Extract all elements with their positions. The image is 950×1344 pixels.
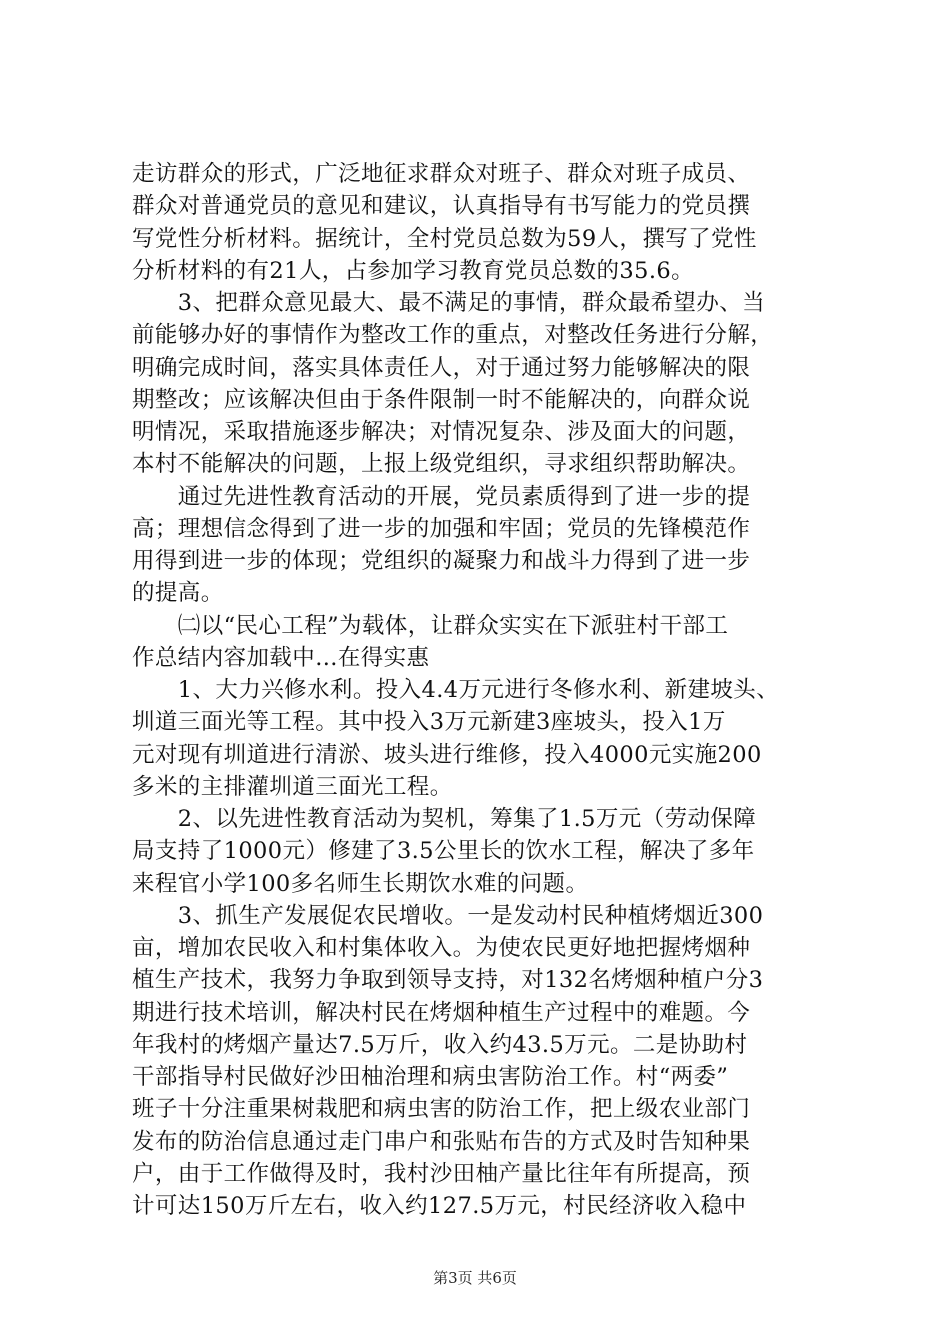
text-line: 前能够办好的事情作为整改工作的重点，对整改任务进行分解， xyxy=(132,322,774,349)
text-line: 期整改；应该解决但由于条件限制一时不能解决的，向群众说 xyxy=(132,386,751,413)
text-line: 元对现有圳道进行清淤、坡头进行维修，投入4000元实施200 xyxy=(132,741,762,768)
text-line: 多米的主排灌圳道三面光工程。 xyxy=(132,773,453,800)
text-line: 发布的防治信息通过走门串户和张贴布告的方式及时告知种果 xyxy=(132,1128,751,1155)
text-line: 计可达150万斤左右，收入约127.5万元，村民经济收入稳中 xyxy=(132,1193,747,1219)
text-line: 来程官小学100多名师生长期饮水难的问题。 xyxy=(132,870,589,897)
text-line: 本村不能解决的问题，上报上级党组织，寻求组织帮助解决。 xyxy=(132,451,751,478)
text-line: 植生产技术，我努力争取到领导支持，对132名烤烟种植户分3 xyxy=(132,967,764,994)
text-line: 高；理想信念得到了进一步的加强和牢固；党员的先锋模范作 xyxy=(132,515,751,542)
text-line: 的提高。 xyxy=(132,580,224,607)
text-line: 明确完成时间，落实具体责任人，对于通过努力能够解决的限 xyxy=(132,354,751,381)
page-footer: 第3页 共6页 xyxy=(433,1269,517,1287)
text-line: 分析材料的有21人，占参加学习教育党员总数的35.6。 xyxy=(132,257,695,284)
text-line: 走访群众的形式，广泛地征求群众对班子、群众对班子成员、 xyxy=(132,161,751,187)
text-line: 3、把群众意见最大、最不满足的事情，群众最希望办、当 xyxy=(132,290,766,316)
text-line: 3、抓生产发展促农民增收。一是发动村民种植烤烟近300 xyxy=(132,902,764,929)
text-line: 1、大力兴修水利。投入4.4万元进行冬修水利、新建坡头、 xyxy=(132,677,780,703)
text-line: 圳道三面光等工程。其中投入3万元新建3座坡头，投入1万 xyxy=(132,709,726,736)
text-line: 2、以先进性教育活动为契机，筹集了1.5万元（劳动保障 xyxy=(132,806,757,832)
text-line: 作总结内容加载中...在得实惠 xyxy=(132,644,430,671)
text-line: 通过先进性教育活动的开展，党员素质得到了进一步的提 xyxy=(132,483,751,510)
text-line: ㈡以“民心工程”为载体，让群众实实在下派驻村干部工 xyxy=(132,612,729,639)
text-line: 班子十分注重果树栽肥和病虫害的防治工作，把上级农业部门 xyxy=(132,1096,751,1123)
text-line: 干部指导村民做好沙田柚治理和病虫害防治工作。村“两委” xyxy=(132,1064,729,1090)
text-line: 年我村的烤烟产量达7.5万斤，收入约43.5万元。二是协助村 xyxy=(132,1031,748,1058)
text-line: 亩，增加农民收入和村集体收入。为使农民更好地把握烤烟种 xyxy=(132,935,751,961)
text-line: 局支持了1000元）修建了3.5公里长的饮水工程，解决了多年 xyxy=(132,838,755,865)
text-line: 群众对普通党员的意见和建议，认真指导有书写能力的党员撰 xyxy=(132,193,751,220)
text-line: 写党性分析材料。据统计，全村党员总数为59人，撰写了党性 xyxy=(132,225,757,252)
text-line: 明情况，采取措施逐步解决；对情况复杂、涉及面大的问题， xyxy=(132,419,751,445)
text-line: 期进行技术培训，解决村民在烤烟种植生产过程中的难题。今 xyxy=(132,999,751,1026)
text-line: 户，由于工作做得及时，我村沙田柚产量比往年有所提高，预 xyxy=(132,1160,751,1187)
text-line: 用得到进一步的体现；党组织的凝聚力和战斗力得到了进一步 xyxy=(132,548,751,574)
